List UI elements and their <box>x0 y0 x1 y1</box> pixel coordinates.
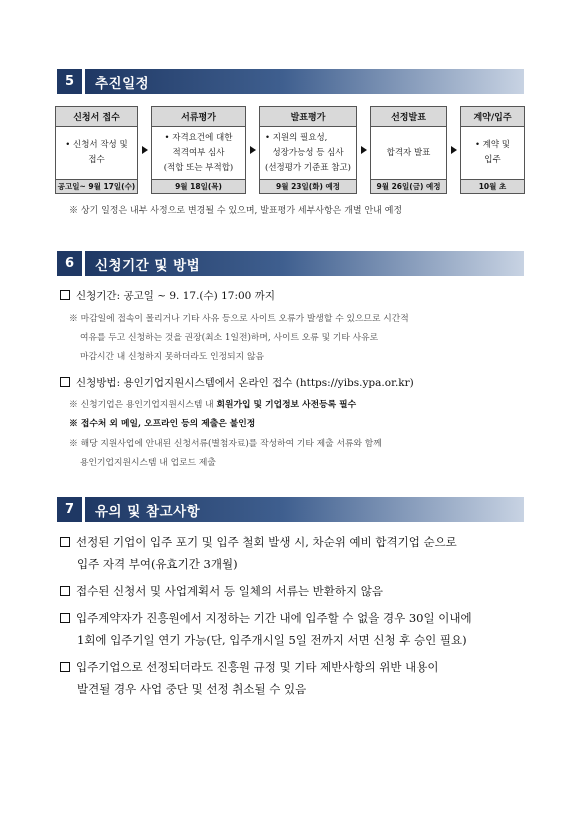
checkbox-square-icon <box>60 613 70 623</box>
stage-presentation-review <box>259 106 357 194</box>
method-note-registration: ※ 신청기업은 용인기업지원시스템 내 회원가입 및 기업정보 사전등록 필수 <box>69 400 357 410</box>
stage-header: 발표평가 <box>260 107 356 127</box>
stage-line: • 지원의 필요성, <box>265 132 328 143</box>
schedule-note: ※ 상기 일정은 내부 사정으로 변경될 수 있으며, 발표평가 세부사항은 개별 안내 예정 <box>69 206 403 216</box>
stage-line: • 계약 및 <box>474 140 511 150</box>
arrow-icon <box>361 146 367 154</box>
stage-header: 계약/입주 <box>461 107 524 127</box>
section-title: 신청기간 및 방법 <box>85 251 524 276</box>
stage-line: 성장가능성 등 심사 <box>272 147 344 158</box>
stage-announcement <box>370 106 447 194</box>
stage-line: 접수 <box>88 155 105 165</box>
stage-line: 입주 <box>484 155 501 165</box>
arrow-icon <box>250 146 256 154</box>
stage-header: 선정발표 <box>371 107 446 127</box>
application-period: 신청기간: 공고일 ~ 9. 17.(수) 17:00 까지 <box>60 288 275 304</box>
checkbox-square-icon <box>60 377 70 387</box>
method-note-upload: 용인기업지원시스템 내 업로드 제출 <box>80 458 216 468</box>
caution-item-cont: 발견될 경우 사업 중단 및 선정 취소될 수 있음 <box>77 682 307 696</box>
caution-item-cont: 1회에 입주기일 연기 가능(단, 입주개시일 5일 전까지 서면 신청 후 승인 필요) <box>77 633 467 647</box>
stage-line: (적합 또는 부적합) <box>163 162 234 173</box>
stage-document-review <box>151 106 246 194</box>
stage-line: 적격여부 심사 <box>172 147 225 158</box>
stage-contract <box>460 106 525 194</box>
stage-line: (선정평가 기준표 참고) <box>265 162 351 173</box>
section-number: 7 <box>57 497 82 522</box>
stage-date: 9월 23일(화) 예정 <box>260 179 356 193</box>
caution-item: 입주계약자가 진흥원에서 지정하는 기간 내에 입주할 수 없을 경우 30일 이내에 <box>60 607 472 629</box>
stage-date: 10월 초 <box>461 179 524 193</box>
section-header-application <box>57 251 524 276</box>
schedule-flow <box>55 106 525 194</box>
checkbox-square-icon <box>60 662 70 672</box>
stage-date: 공고일~ 9월 17일(수) <box>56 179 137 193</box>
section-title: 추진일정 <box>85 69 524 94</box>
arrow-icon <box>451 146 457 154</box>
arrow-icon <box>142 146 148 154</box>
section-number: 5 <box>57 69 82 94</box>
section-title: 유의 및 참고사항 <box>85 497 524 522</box>
stage-line: • 신청서 작성 및 <box>65 140 128 150</box>
section-header-schedule <box>57 69 524 94</box>
method-note-offline: ※ 접수처 외 메일, 오프라인 등의 제출은 불인정 <box>69 419 256 429</box>
checkbox-square-icon <box>60 586 70 596</box>
period-note-line: 마감시간 내 신청하지 못하더라도 인정되지 않음 <box>80 352 264 362</box>
stage-line: 합격자 발표 <box>386 147 431 158</box>
period-note-line: 여유를 두고 신청하는 것을 권장(최소 1일전)하며, 사이트 오류 및 기타 사유로 <box>80 333 379 343</box>
caution-item: 입주기업으로 선정되더라도 진흥원 규정 및 기타 제반사항의 위반 내용이 <box>60 656 439 678</box>
stage-header: 신청서 접수 <box>56 107 137 127</box>
stage-line: • 자격요건에 대한 <box>164 132 233 143</box>
caution-item: 선정된 기업이 입주 포기 및 입주 철회 발생 시, 차순위 예비 합격기업 순으로 <box>60 531 457 553</box>
method-note-upload: ※ 해당 지원사업에 안내된 신청서류(별첨자료)를 작성하여 기타 제출 서류와 함께 <box>69 439 382 449</box>
caution-item-cont: 입주 자격 부여(유효기간 3개월) <box>77 557 238 571</box>
section-header-cautions <box>57 497 524 522</box>
period-note-line: ※ 마감일에 접속이 몰리거나 기타 사유 등으로 사이트 오류가 발생할 수 있으므로 시간적 <box>69 314 409 324</box>
checkbox-square-icon <box>60 290 70 300</box>
stage-date: 9월 26일(금) 예정 <box>371 179 446 193</box>
caution-item: 접수된 신청서 및 사업계획서 등 일체의 서류는 반환하지 않음 <box>60 580 383 602</box>
application-method: 신청방법: 용인기업지원시스템에서 온라인 접수 (https://yibs.ypa.or.kr) <box>60 375 414 391</box>
checkbox-square-icon <box>60 537 70 547</box>
section-number: 6 <box>57 251 82 276</box>
stage-date: 9월 18일(목) <box>152 179 245 193</box>
stage-header: 서류평가 <box>152 107 245 127</box>
stage-apply <box>55 106 138 194</box>
